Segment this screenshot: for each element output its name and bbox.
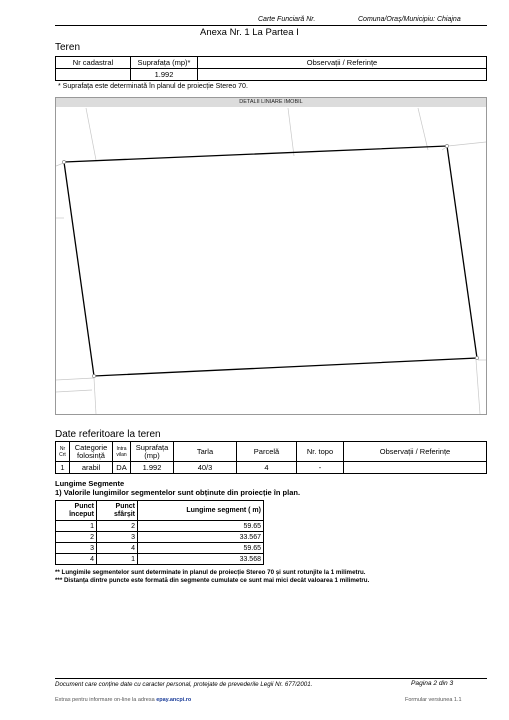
teren-heading: Teren: [55, 42, 81, 53]
vertex-3: [475, 356, 478, 359]
footer-rule: [55, 678, 487, 679]
sketch-title: DETALII LINIARE IMOBIL: [56, 98, 486, 107]
seg-start: 2: [56, 532, 97, 543]
col-nr-crt: Nr Crt: [56, 442, 70, 462]
col-suprafata-mp: Suprafața (mp): [131, 442, 174, 462]
parcel-outline: [64, 146, 477, 376]
seg-length: 33.567: [138, 532, 264, 543]
footer-legal: Document care conține date cu caracter personal, protejate de prevederile Legii Nr. 677/2001.: [55, 681, 313, 688]
seg-start: 3: [56, 543, 97, 554]
cell-nr-crt: 1: [56, 462, 70, 474]
seg-end: 3: [97, 532, 138, 543]
cell-suprafata-mp: 1.992: [131, 462, 174, 474]
form-version: Formular versiunea 1.1: [405, 697, 462, 703]
col-nr-topo: Nr. topo: [297, 442, 344, 462]
seg-end: 4: [97, 543, 138, 554]
col-punct-sfarsit: Punct sfârșit: [97, 501, 138, 521]
col-intravilan: Intra vilan: [113, 442, 131, 462]
cell-categorie: arabil: [70, 462, 113, 474]
col-punct-inceput: Punct început: [56, 501, 97, 521]
header-rule: [55, 25, 487, 26]
cell-observatii-referinte: [344, 462, 487, 474]
page-number: Pagina 2 din 3: [411, 680, 454, 687]
carte-funciara-label: Carte Funciară Nr.: [258, 16, 316, 23]
col-lungime-segment: Lungime segment ( m): [138, 501, 264, 521]
col-observatii-referinte: Observații / Referințe: [344, 442, 487, 462]
epay-link[interactable]: epay.ancpi.ro: [156, 697, 192, 703]
seg-start: 1: [56, 521, 97, 532]
col-observatii: Observații / Referințe: [198, 57, 487, 69]
cell-nr-topo: -: [297, 462, 344, 474]
col-suprafata: Suprafața (mp)*: [131, 57, 198, 69]
col-parcela: Parcelă: [237, 442, 297, 462]
vertex-2: [445, 144, 448, 147]
page-title: Anexa Nr. 1 La Partea I: [200, 27, 299, 38]
cell-observatii: [198, 69, 487, 81]
segmente-subheading: 1) Valorile lungimilor segmentelor sunt obținute din proiecție în plan.: [55, 488, 301, 497]
vertex-1: [62, 160, 65, 163]
cell-suprafata: 1.992: [131, 69, 198, 81]
seg-length: 59.65: [138, 543, 264, 554]
segmente-note-2: *** Distanța dintre puncte este formată din segmente cumulate ce sunt mai mici decât valoarea 1 milimetru.: [55, 577, 370, 584]
cell-intravilan: DA: [113, 462, 131, 474]
seg-end: 2: [97, 521, 138, 532]
segmente-table: [55, 500, 264, 565]
date-teren-heading: Date referitoare la teren: [55, 429, 161, 440]
parcel-drawing: [56, 98, 486, 414]
footer-extract-prefix: Extras pentru informare on-line la adresa: [55, 697, 157, 703]
col-tarla: Tarla: [174, 442, 237, 462]
seg-end: 1: [97, 554, 138, 565]
seg-length: 33.568: [138, 554, 264, 565]
cell-parcela: 4: [237, 462, 297, 474]
footer-extract: [55, 697, 191, 703]
cell-tarla: 40/3: [174, 462, 237, 474]
segmente-heading: Lungime Segmente: [55, 479, 125, 488]
comuna-label: Comuna/Oraș/Municipiu: Chiajna: [358, 16, 461, 23]
date-teren-table: [55, 441, 487, 474]
seg-length: 59.65: [138, 521, 264, 532]
col-nr-cadastral: Nr cadastral: [56, 57, 131, 69]
col-categorie: Categorie folosință: [70, 442, 113, 462]
segmente-note-1: ** Lungimile segmentelor sunt determinate în planul de proiecție Stereo 70 și sunt rotunjite la 1 milimetru.: [55, 569, 366, 576]
plot-sketch: [55, 97, 487, 415]
seg-start: 4: [56, 554, 97, 565]
cell-nr-cadastral: [56, 69, 131, 81]
teren-footnote: * Suprafața este determinată în planul de proiecție Stereo 70.: [58, 83, 248, 90]
teren-table: [55, 56, 487, 81]
vertex-4: [92, 374, 95, 377]
